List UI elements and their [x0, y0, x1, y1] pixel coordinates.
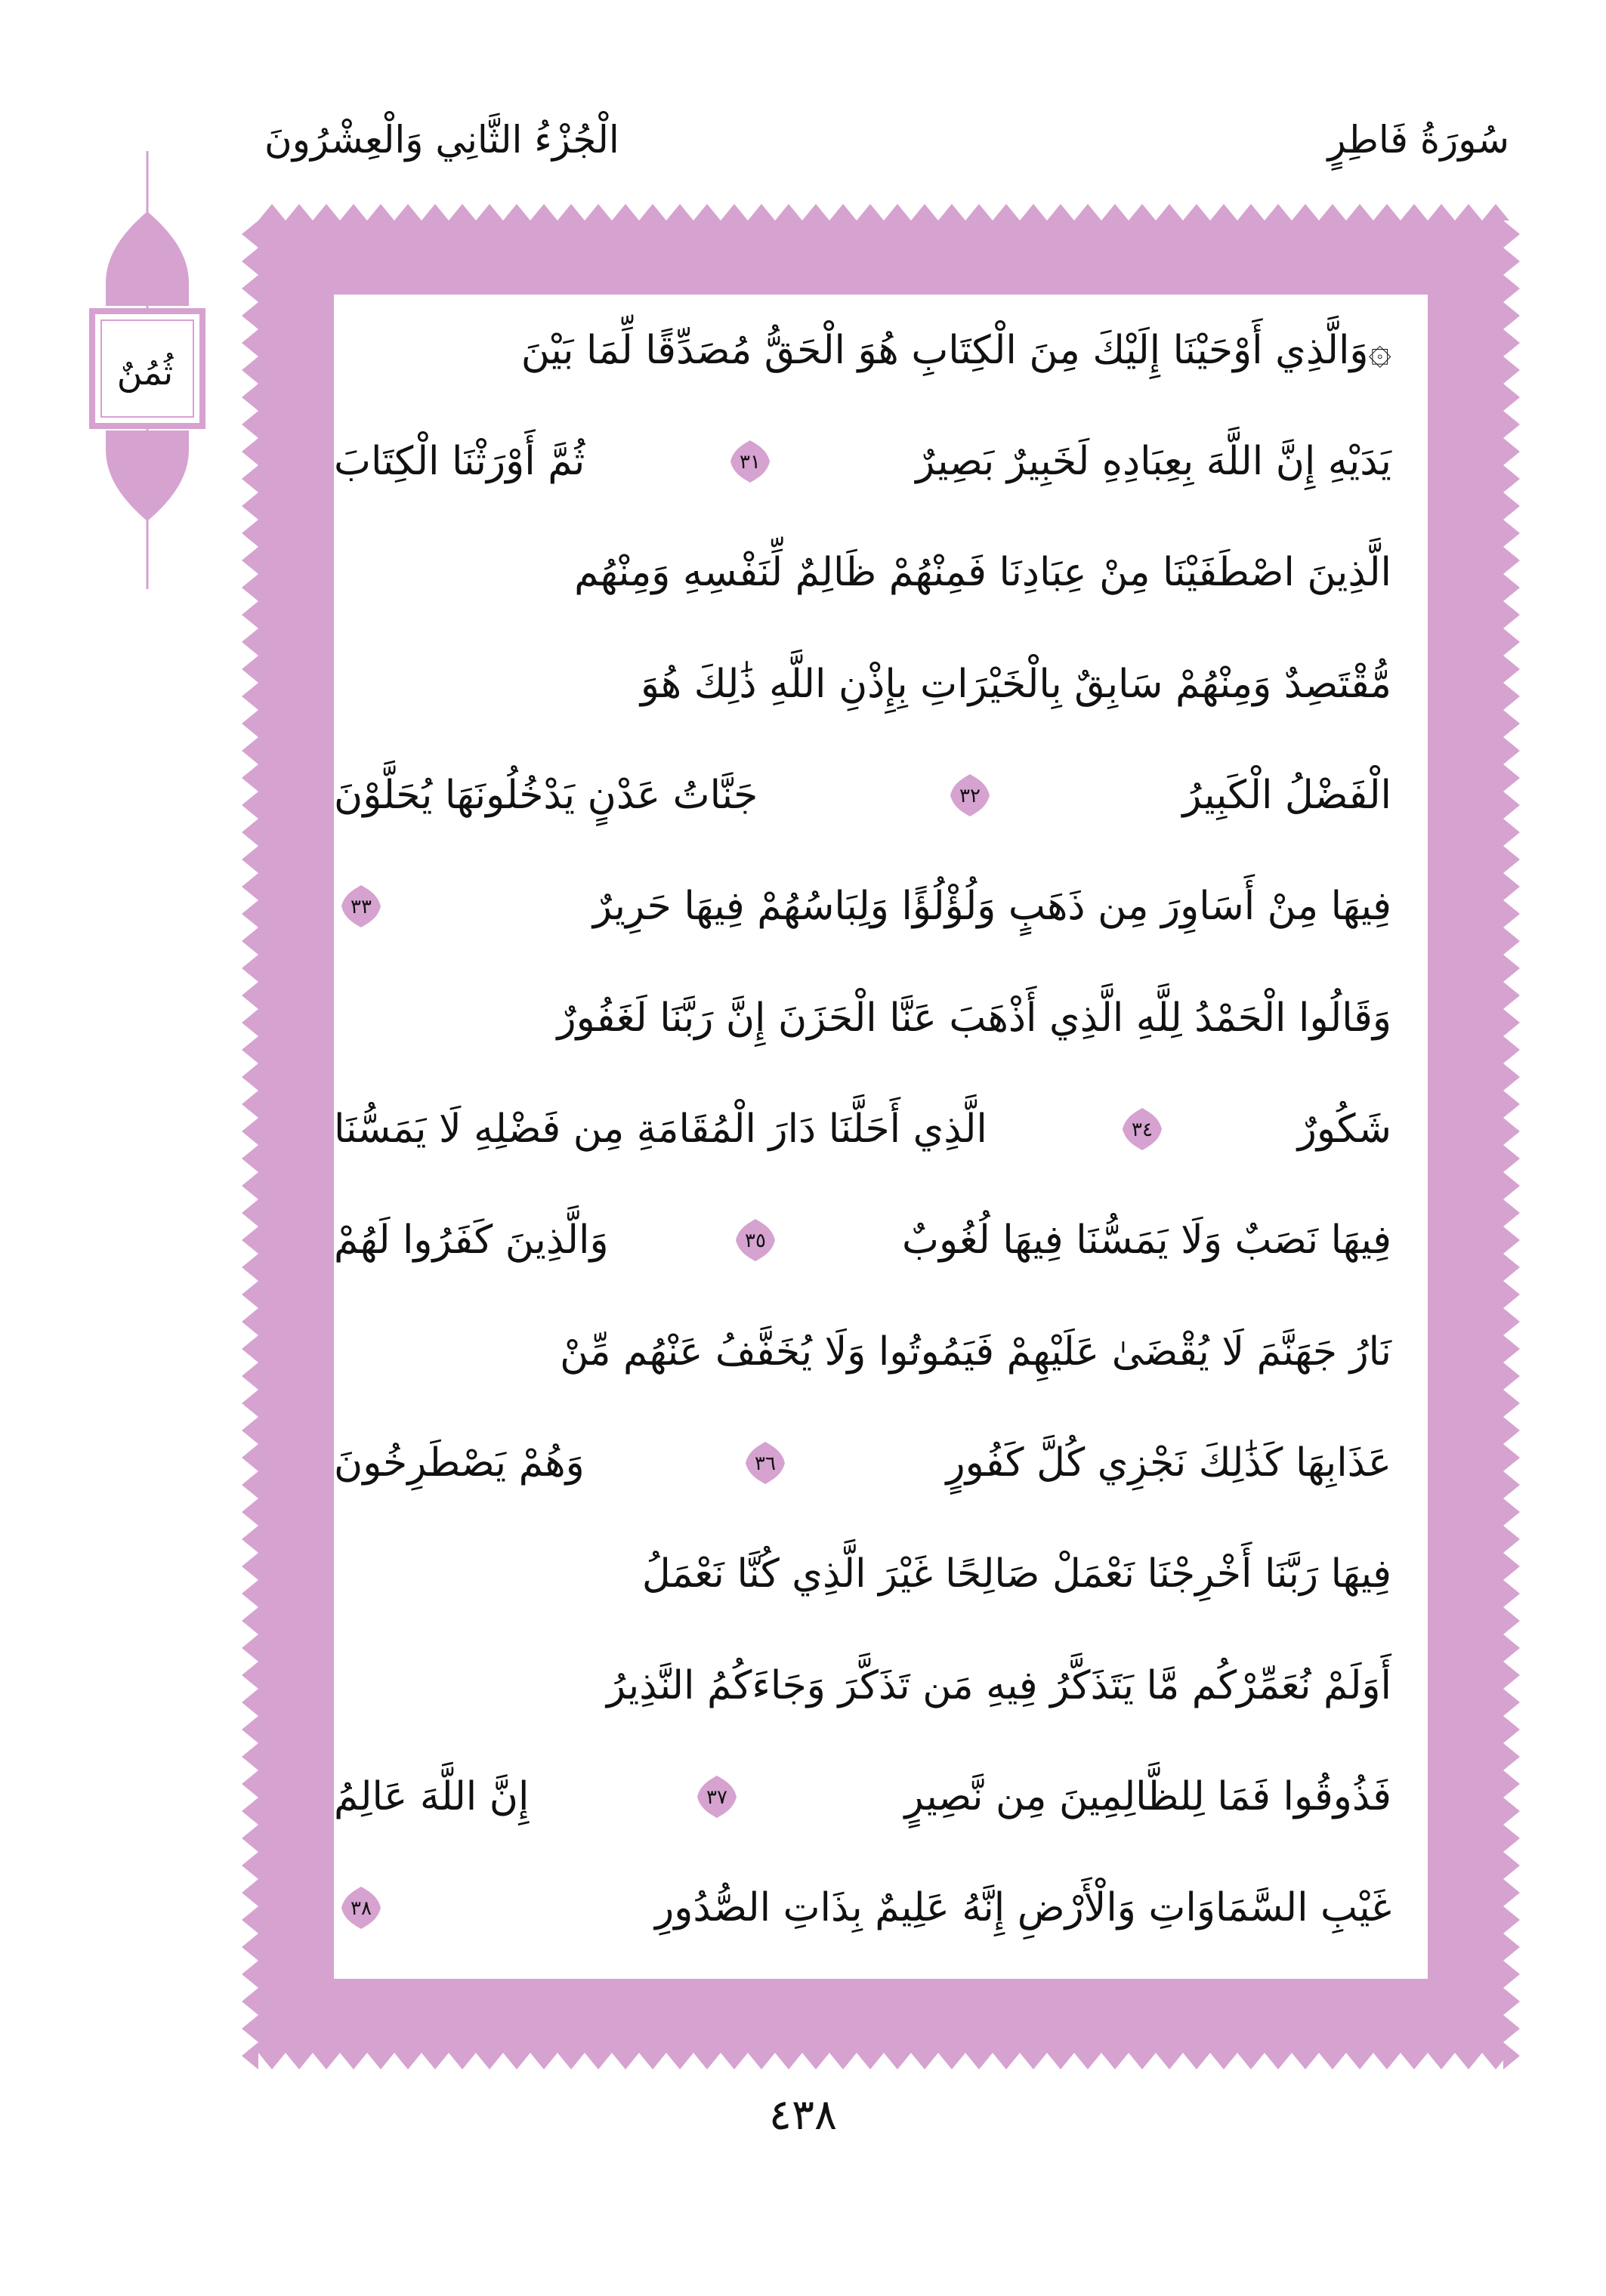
- ayah-marker: [947, 773, 993, 818]
- text-line: [334, 517, 1391, 628]
- ayah-number: ٣٧: [706, 1785, 727, 1809]
- text-line: [334, 1630, 1391, 1741]
- thumun-label: ثُمُنٌ: [116, 352, 174, 393]
- text-line: [334, 1519, 1391, 1630]
- verse-text: فِيهَا رَبَّنَا أَخْرِجْنَا نَعْمَلْ صَالِحًا غَيْرَ الَّذِي كُنَّا نَعْمَلُ: [641, 1551, 1391, 1597]
- verse-text: وَقَالُوا الْحَمْدُ لِلَّهِ الَّذِي أَذْهَبَ عَنَّا الْحَزَنَ إِنَّ رَبَّنَا لَغَفُورٌ: [557, 995, 1391, 1041]
- ayah-marker-icon: [743, 1440, 788, 1486]
- verse-text: غَيْبِ السَّمَاوَاتِ وَالْأَرْضِ إِنَّهُ عَلِيمٌ بِذَاتِ الصُّدُورِ: [655, 1885, 1391, 1931]
- text-line: [334, 851, 1391, 962]
- verse-text: وَالَّذِينَ كَفَرُوا لَهُمْ: [334, 1217, 609, 1264]
- ayah-marker-icon: [694, 1774, 740, 1819]
- ayah-marker: [727, 439, 773, 484]
- ayah-number: ٣١: [740, 450, 761, 474]
- verse-text: مُّقْتَصِدٌ وَمِنْهُمْ سَابِقٌ بِالْخَيْرَاتِ بِإِذْنِ اللَّهِ ذَٰلِكَ هُوَ: [640, 661, 1391, 707]
- ayah-marker: [733, 1217, 778, 1263]
- text-line: [334, 295, 1391, 406]
- text-line: [334, 739, 1391, 850]
- ayah-marker-icon: [338, 1885, 384, 1930]
- verse-text: فِيهَا نَصَبٌ وَلَا يَمَسُّنَا فِيهَا لُغُوبٌ: [902, 1217, 1391, 1264]
- ayah-marker: [743, 1440, 788, 1486]
- text-line: [334, 406, 1391, 517]
- verse-text: وَهُمْ يَصْطَرِخُونَ: [334, 1440, 585, 1486]
- text-line: [334, 628, 1391, 739]
- ayah-marker-icon: [733, 1217, 778, 1263]
- verse-text: الَّذِينَ اصْطَفَيْنَا مِنْ عِبَادِنَا فَمِنْهُمْ ظَالِمٌ لِّنَفْسِهِ وَمِنْهُم: [574, 550, 1391, 596]
- surah-name: سُورَةُ فَاطِرٍ: [1327, 118, 1509, 162]
- ayah-number: ٣٤: [1132, 1118, 1154, 1141]
- verse-text: عَذَابِهَا كَذَٰلِكَ نَجْزِي كُلَّ كَفُورٍ: [946, 1440, 1391, 1486]
- ayah-marker-icon: [947, 773, 993, 818]
- ayah-marker-icon: [727, 439, 773, 484]
- text-line: [334, 962, 1391, 1073]
- text-line: [334, 1853, 1391, 1964]
- text-line: [334, 1185, 1391, 1296]
- verse-text: ۞وَالَّذِي أَوْحَيْنَا إِلَيْكَ مِنَ الْكِتَابِ هُوَ الْحَقُّ مُصَدِّقًا لِّمَا بَيْنَ: [520, 327, 1391, 373]
- verse-text: جَنَّاتُ عَدْنٍ يَدْخُلُونَهَا يُحَلَّوْنَ: [334, 772, 758, 818]
- text-line: [334, 1407, 1391, 1518]
- verse-text: فَذُوقُوا فَمَا لِلظَّالِمِينَ مِن نَّصِيرٍ: [904, 1773, 1391, 1819]
- verse-text: فِيهَا مِنْ أَسَاوِرَ مِن ذَهَبٍ وَلُؤْلُؤًا وَلِبَاسُهُمْ فِيهَا حَرِيرٌ: [592, 884, 1391, 930]
- ayah-marker: [694, 1774, 740, 1819]
- verse-text: الَّذِي أَحَلَّنَا دَارَ الْمُقَامَةِ مِن فَضْلِهِ لَا يَمَسُّنَا: [334, 1106, 987, 1152]
- verse-text: نَارُ جَهَنَّمَ لَا يُقْضَىٰ عَلَيْهِمْ فَيَمُوتُوا وَلَا يُخَفَّفُ عَنْهُم مِّنْ: [560, 1329, 1391, 1375]
- juz-name: الْجُزْءُ الثَّانِي وَالْعِشْرُونَ: [264, 118, 619, 162]
- quran-text: [334, 295, 1391, 1964]
- text-line: [334, 1073, 1391, 1184]
- verse-text: شَكُورٌ: [1297, 1106, 1391, 1152]
- ayah-marker: [338, 1885, 384, 1930]
- ayah-marker-icon: [338, 884, 384, 929]
- ayah-marker: [1120, 1106, 1165, 1152]
- verse-text: أَوَلَمْ نُعَمِّرْكُم مَّا يَتَذَكَّرُ فِيهِ مَن تَذَكَّرَ وَجَاءَكُمُ النَّذِيرُ: [607, 1662, 1391, 1708]
- ayah-marker-icon: [1120, 1106, 1165, 1152]
- verse-text: الْفَضْلُ الْكَبِيرُ: [1182, 772, 1391, 818]
- page-number: ٤٣٨: [768, 2091, 838, 2140]
- ayah-marker: [338, 884, 384, 929]
- ayah-number: ٣٦: [755, 1452, 777, 1475]
- ayah-number: ٣٢: [959, 784, 981, 807]
- verse-text: إِنَّ اللَّهَ عَالِمُ: [334, 1773, 530, 1819]
- ayah-number: ٣٥: [744, 1230, 766, 1253]
- verse-text: يَدَيْهِ إِنَّ اللَّهَ بِعِبَادِهِ لَخَبِيرٌ بَصِيرٌ: [916, 438, 1391, 484]
- verse-text: ثُمَّ أَوْرَثْنَا الْكِتَابَ: [334, 438, 585, 484]
- ayah-number: ٣٨: [351, 1897, 372, 1921]
- ayah-number: ٣٣: [351, 896, 372, 919]
- text-line: [334, 1741, 1391, 1852]
- text-line: [334, 1296, 1391, 1407]
